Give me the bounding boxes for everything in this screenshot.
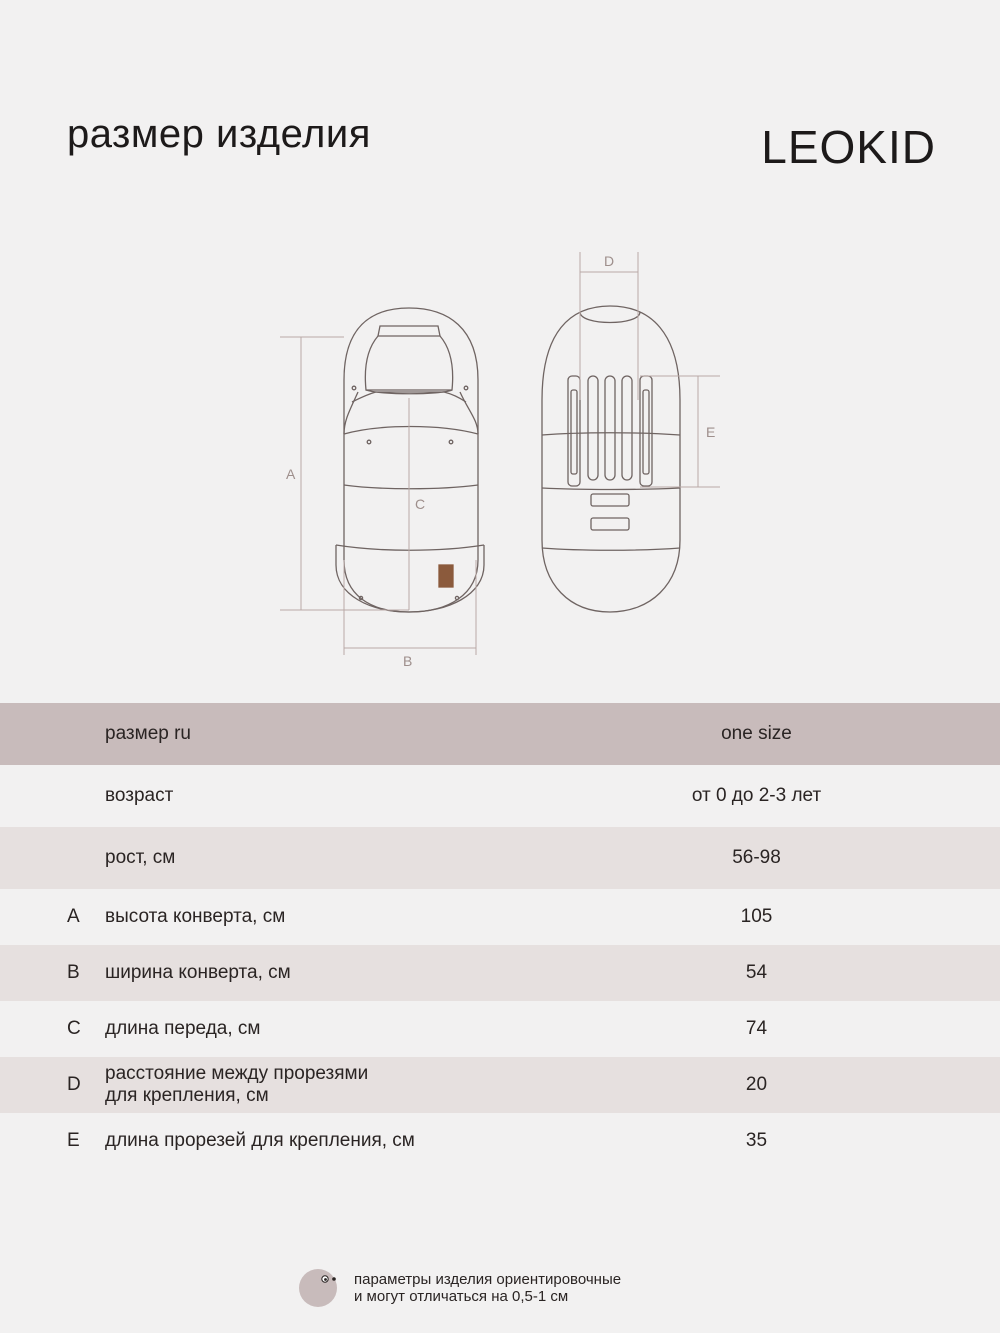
row-letter: D bbox=[67, 1074, 81, 1095]
row-label: размер ru bbox=[105, 723, 192, 744]
table-row bbox=[0, 1113, 1000, 1169]
table-row bbox=[0, 703, 1000, 765]
row-label: длина переда, см bbox=[105, 1018, 261, 1039]
envelope-schematic bbox=[0, 240, 1000, 680]
row-label: длина прорезей для крепления, см bbox=[105, 1130, 415, 1151]
footnote bbox=[298, 1268, 621, 1308]
row-letter: C bbox=[67, 1018, 81, 1039]
table-row bbox=[0, 1057, 1000, 1113]
table-row bbox=[0, 1001, 1000, 1057]
size-table bbox=[0, 703, 1000, 1169]
row-letter: B bbox=[67, 962, 80, 983]
back-view bbox=[542, 306, 680, 612]
page-title: размер изделия bbox=[67, 112, 371, 156]
dim-label-d: D bbox=[604, 253, 615, 269]
row-value: от 0 до 2-3 лет bbox=[691, 785, 822, 806]
row-label: возраст bbox=[105, 785, 174, 806]
front-view bbox=[336, 308, 484, 612]
dim-label-e: E bbox=[706, 424, 716, 440]
table-row bbox=[0, 889, 1000, 945]
row-value: 56-98 bbox=[732, 847, 781, 868]
row-value: 54 bbox=[745, 962, 768, 983]
row-label: рост, см bbox=[105, 847, 176, 868]
dim-label-b: B bbox=[403, 653, 413, 669]
table-row bbox=[0, 765, 1000, 827]
row-label-line: расстояние между прорезями bbox=[105, 1063, 369, 1084]
table-row bbox=[0, 945, 1000, 1001]
row-value: 105 bbox=[740, 906, 773, 927]
brand-logo: LEOKID bbox=[761, 121, 936, 173]
row-label bbox=[105, 1063, 525, 1107]
row-label: высота конверта, см bbox=[105, 906, 286, 927]
product-diagram bbox=[0, 240, 1000, 680]
footnote-text bbox=[354, 1271, 621, 1305]
dim-label-a: A bbox=[286, 466, 296, 482]
row-value: 20 bbox=[745, 1074, 768, 1095]
brand-patch bbox=[439, 565, 453, 587]
row-value: one size bbox=[721, 723, 792, 744]
row-label-line: для крепления, см bbox=[105, 1085, 269, 1106]
footnote-line: и могут отличаться на 0,5-1 см bbox=[354, 1288, 569, 1305]
row-value: 74 bbox=[745, 1018, 768, 1039]
row-letter: A bbox=[67, 906, 80, 927]
table-row bbox=[0, 827, 1000, 889]
row-letter: E bbox=[67, 1130, 80, 1151]
dim-label-c: C bbox=[415, 496, 426, 512]
mascot-icon bbox=[298, 1268, 348, 1308]
row-value: 35 bbox=[745, 1130, 768, 1151]
row-label: ширина конверта, см bbox=[105, 962, 291, 983]
footnote-line: параметры изделия ориентировочные bbox=[354, 1271, 622, 1288]
